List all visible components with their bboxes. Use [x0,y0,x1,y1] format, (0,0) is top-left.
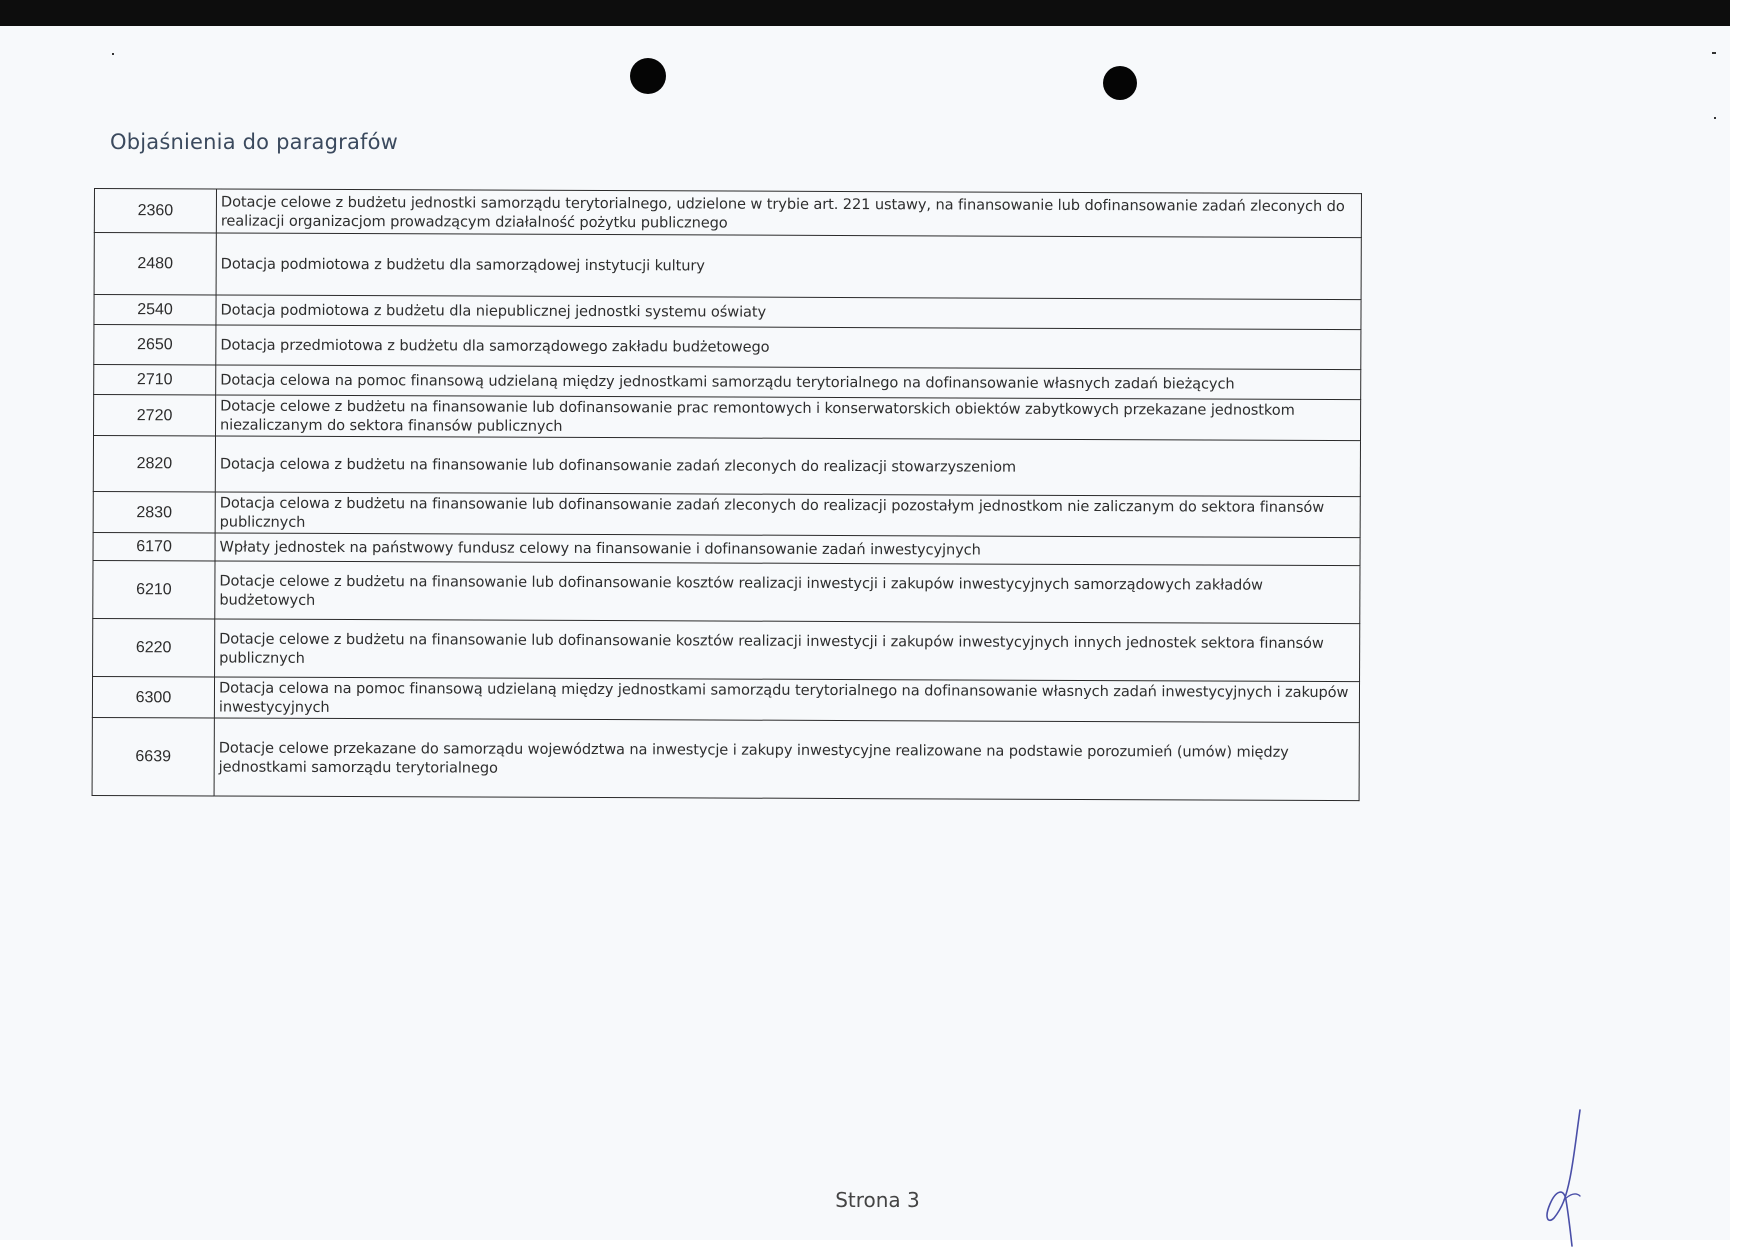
paragraph-code: 2820 [93,436,215,492]
page-title: Objaśnienia do paragrafów [110,130,399,154]
paragraph-description: Dotacja celowa na pomoc finansową udzielaną między jednostkami samorządu terytorialnego na dofinansowanie własnych zadań bieżących [216,365,1361,400]
paragraph-code: 2480 [94,233,216,295]
table-row [94,189,1361,238]
table-row [93,560,1360,623]
table-row [92,676,1359,722]
punch-hole-left [630,58,666,94]
paragraph-description: Wpłaty jednostek na państwowy fundusz celowy na finansowanie i dofinansowanie zadań inwestycyjnych [215,533,1360,566]
paragraph-description: Dotacje celowe z budżetu na finansowanie lub dofinansowanie kosztów realizacji inwestycji i zakupów inwestycyjnych innych jednostek sektora finansów publicznych [215,619,1360,682]
paragraph-code: 6220 [93,618,215,676]
paragraph-code: 6170 [93,532,215,560]
paragraph-code: 2720 [94,395,216,436]
paragraph-code: 6300 [92,676,214,717]
paragraph-description: Dotacja celowa na pomoc finansową udzielaną między jednostkami samorządu terytorialnego na dofinansowanie własnych zadań inwestycyjnych i zakupów inwestycyjnych [214,677,1359,723]
scan-bottom-margin [0,1240,1755,1248]
table-row [94,395,1361,441]
paragraph-code: 2360 [94,189,216,233]
punch-hole-right [1103,66,1137,100]
paragraph-code: 2830 [93,491,215,532]
table-row [94,233,1361,300]
paragraph-description: Dotacja przedmiotowa z budżetu dla samorządowego zakładu budżetowego [216,325,1361,370]
paragraph-description: Dotacja celowa z budżetu na finansowanie lub dofinansowanie zadań zleconych do realizacji stowarzyszeniom [215,436,1360,497]
handwritten-signature [1540,1108,1588,1248]
paragraph-description: Dotacja podmiotowa z budżetu dla samorządowej instytucji kultury [216,233,1361,300]
paragraph-table [92,188,1362,801]
paragraph-description: Dotacje celowe z budżetu na finansowanie lub dofinansowanie kosztów realizacji inwestycji i zakupów inwestycyjnych samorządowych zakładów budżetowych [215,561,1360,624]
paragraph-code: 2540 [94,295,216,325]
scan-speck [112,53,114,55]
paragraph-description: Dotacja celowa z budżetu na finansowanie lub dofinansowanie zadań zleconych do realizacji pozostałym jednostkom nie zaliczanym do sektora finansów publicznych [215,492,1360,538]
table-row [93,436,1360,497]
paragraph-code: 6210 [93,560,215,618]
paragraph-description: Dotacje celowe z budżetu na finansowanie lub dofinansowanie prac remontowych i konserwatorskich obiektów zabytkowych przekazane jednostkom niezaliczanym do sektora finansów publicznych [216,395,1361,441]
paragraph-code: 6639 [92,717,214,795]
scan-right-margin [1730,0,1755,1248]
scan-speck [1714,117,1716,119]
paragraph-description: Dotacje celowe z budżetu jednostki samorządu terytorialnego, udzielone w trybie art. 221 ustawy, na finansowanie lub dofinansowanie zadań zleconych do realizacji organizacjom prowadzącym działalność pożytku publicznego [216,189,1361,238]
scan-top-border [0,0,1730,26]
scan-speck [1712,52,1716,54]
paragraph-description: Dotacje celowe przekazane do samorządu województwa na inwestycje i zakupy inwestycyjne realizowane na podstawie porozumień (umów) między jednostkami samorządu terytorialnego [214,718,1359,801]
table-row [93,618,1360,681]
paragraph-code: 2710 [94,365,216,395]
table-row [93,491,1360,537]
page-number: Strona 3 [835,1188,920,1212]
paragraph-code: 2650 [94,325,216,365]
table-row [94,325,1361,370]
paragraph-description: Dotacja podmiotowa z budżetu dla niepublicznej jednostki systemu oświaty [216,295,1361,330]
table-row [92,717,1359,800]
